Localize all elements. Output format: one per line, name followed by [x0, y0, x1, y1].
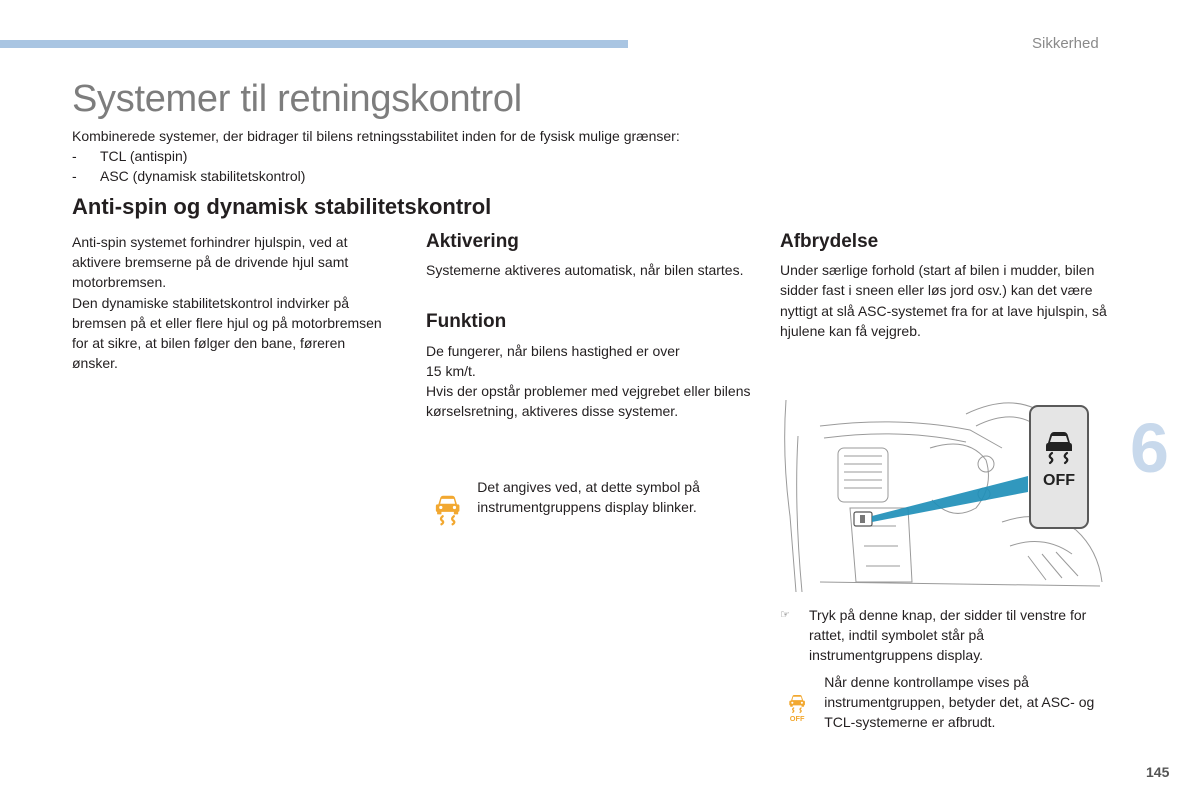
intro-list-item	[72, 166, 792, 186]
chapter-number: 6	[1130, 409, 1169, 487]
header-accent-bar	[0, 40, 628, 48]
pointing-hand-icon: ☞	[780, 609, 790, 621]
funktion-text: Hvis der opstår problemer med vejgrebet eller bilens kørselsretning, aktiveres disse systemer.	[426, 383, 751, 420]
description-column	[72, 232, 392, 373]
afbrydelse-heading: Afbrydelse	[780, 231, 879, 252]
button-off-label: OFF	[1043, 472, 1075, 489]
section-subtitle: Anti-spin og dynamisk stabilitetskontrol	[72, 194, 492, 219]
list-item-text: TCL (antispin)	[100, 148, 188, 164]
funktion-speed-text	[426, 341, 756, 381]
asc-off-button	[1030, 406, 1088, 528]
warning-note-text: Det angives ved, at dette symbol på instrumentgruppens display blinker.	[477, 479, 700, 516]
traction-control-warning-icon	[434, 485, 461, 535]
aktivering-text: Systemerne aktiveres automatisk, når bilen startes.	[426, 262, 744, 279]
list-item-text: ASC (dynamisk stabilitetskontrol)	[100, 168, 306, 184]
intro-list-item	[72, 146, 792, 166]
funktion-heading: Funktion	[426, 311, 507, 333]
afbrydelse-text: Under særlige forhold (start af bilen i mudder, bilen sidder fast i sneen eller løs jord osv.) kan det være nyttigt at slå ASC-systemet fra for at lave hjulspin, så hjulene kan få vejgreb.	[780, 262, 1107, 339]
asc-off-indicator-icon	[788, 676, 806, 740]
activation-column	[426, 232, 756, 421]
intro	[72, 126, 792, 186]
funktion-speed-line1: De fungerer, når bilens hastighed er over	[426, 342, 680, 359]
section-label: Sikkerhed	[1032, 35, 1099, 52]
page-title: Systemer til retningskontrol	[72, 78, 522, 120]
dashboard-button-illustration	[780, 396, 1108, 596]
aktivering-heading: Aktivering	[426, 231, 519, 252]
instruction-text: Tryk på denne knap, der sidder til venstre for rattet, indtil symbolet står på instrumentgruppens display.	[809, 607, 1087, 664]
description-paragraph: Den dynamiske stabilitetskontrol indvirker på bremsen på et eller flere hjul og på motorbremsen for at sikre, at bilen følger den bane, føreren ønsker.	[72, 294, 382, 372]
warning-note	[434, 477, 754, 535]
description-paragraph: Anti-spin systemet forhindrer hjulspin, ved at aktivere bremserne på de drivende hjul samt motorbremsen.	[72, 234, 349, 291]
deactivation-column	[780, 232, 1110, 341]
funktion-speed-line2: 15 km/t.	[426, 362, 476, 379]
instruction-step	[780, 605, 1100, 666]
off-indicator-note	[788, 672, 1108, 740]
list-marker: -	[72, 168, 77, 184]
off-indicator-text: Når denne kontrollampe vises på instrumentgruppen, betyder det, at ASC- og TCL-systemerne er afbrudt.	[824, 674, 1095, 731]
icon-off-label: OFF	[789, 714, 805, 724]
list-marker: -	[72, 148, 77, 164]
page-number: 145	[1146, 764, 1170, 780]
intro-text: Kombinerede systemer, der bidrager til bilens retningsstabilitet inden for de fysisk mulige grænser:	[72, 128, 680, 144]
